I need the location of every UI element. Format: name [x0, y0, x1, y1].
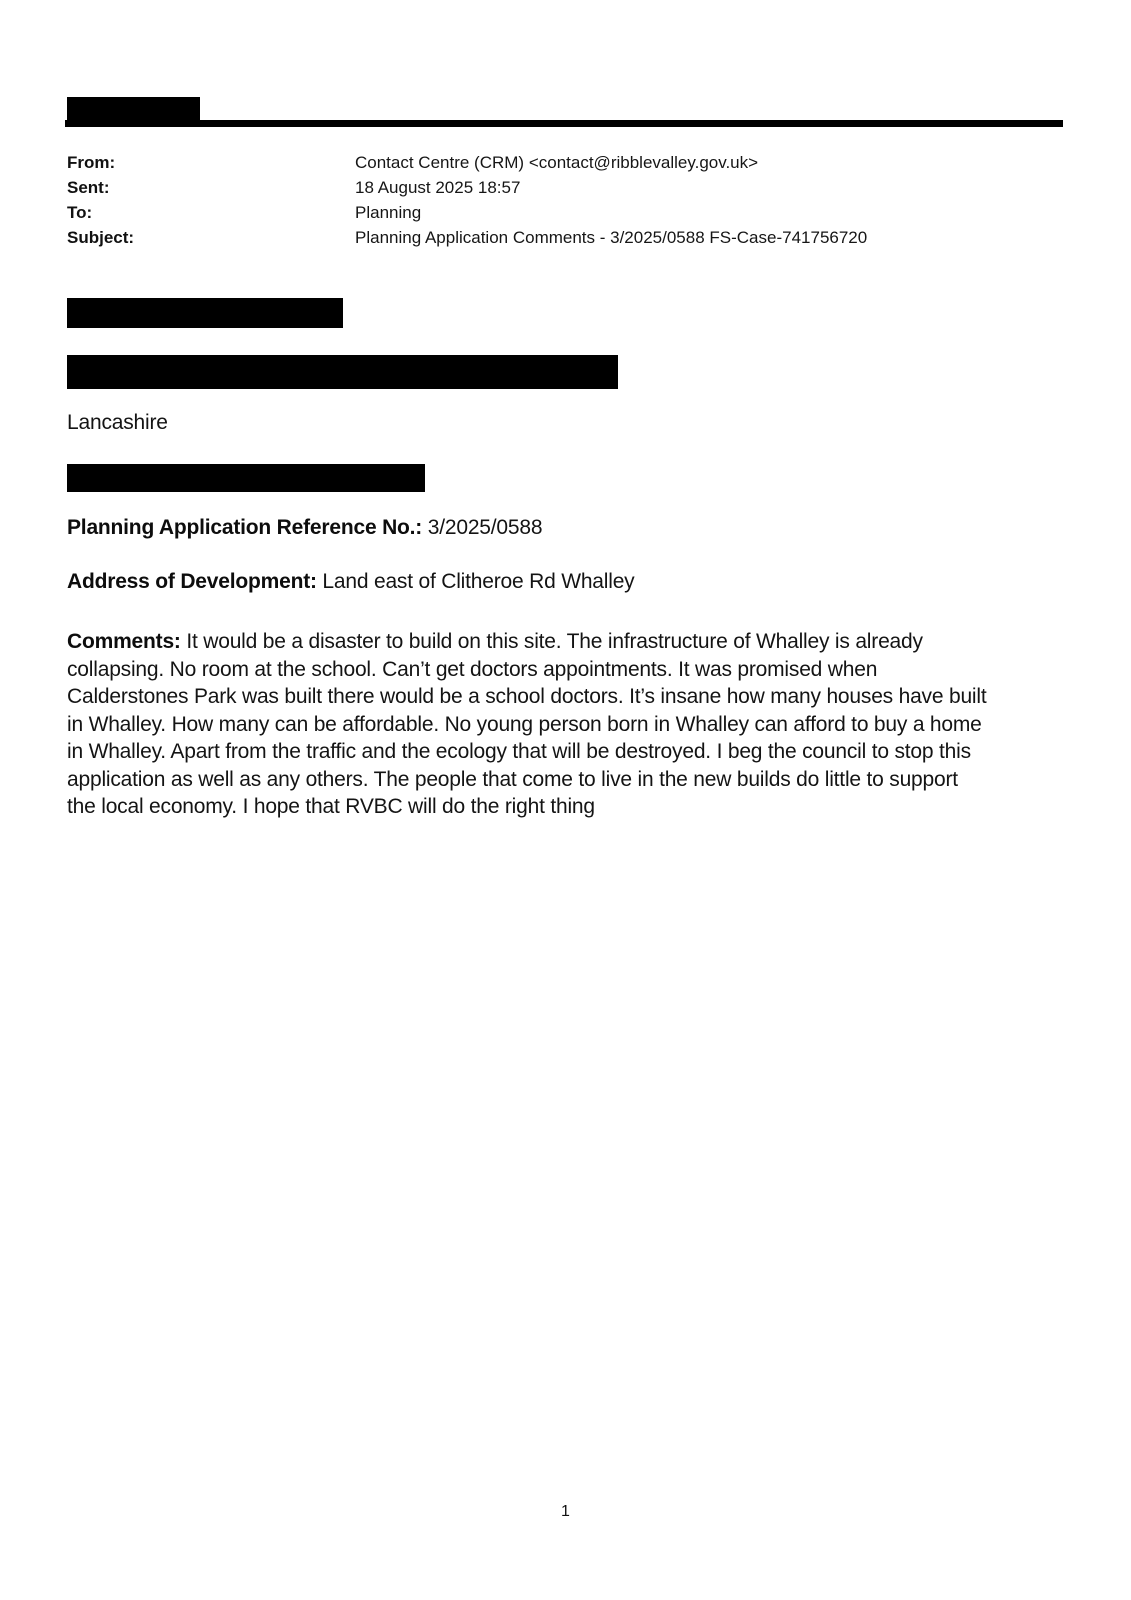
redaction-bar-postcode — [67, 464, 425, 492]
planning-reference-line — [67, 516, 542, 540]
redaction-bar-address — [67, 355, 618, 389]
subject-value: Planning Application Comments - 3/2025/0588 FS-Case-741756720 — [355, 228, 868, 247]
header-field-sent — [67, 175, 1057, 200]
development-address-value: Land east of Clitheroe Rd Whalley — [316, 570, 635, 593]
comments-line: in Whalley. How many can be affordable. No young person born in Whalley can afford to buy a home — [67, 712, 982, 736]
from-label: From: — [67, 153, 116, 172]
page-number: 1 — [561, 1503, 570, 1520]
comments-line — [67, 628, 1077, 656]
county-text: Lancashire — [67, 411, 168, 434]
planning-reference-value: 3/2025/0588 — [422, 516, 543, 539]
comments-text: It would be a disaster to build on this site. The infrastructure of Whalley is already — [180, 630, 923, 653]
comments-line: application as well as any others. The people that come to live in the new builds do little to support — [67, 767, 958, 791]
redaction-bar-name — [67, 298, 343, 328]
header-field-to — [67, 200, 1057, 225]
development-address-line — [67, 570, 635, 594]
comments-line: the local economy. I hope that RVBC will do the right thing — [67, 795, 595, 818]
header-divider-rule — [65, 120, 1063, 127]
comments-paragraph — [67, 628, 1077, 821]
header-field-subject — [67, 225, 1057, 250]
comments-line: in Whalley. Apart from the traffic and the ecology that will be destroyed. I beg the council to stop this — [67, 740, 971, 763]
comments-label: Comments: — [67, 630, 181, 653]
to-label: To: — [67, 203, 93, 222]
from-value: Contact Centre (CRM) <contact@ribblevalley.gov.uk> — [355, 153, 759, 172]
comments-line: collapsing. No room at the school. Can’t get doctors appointments. It was promised when — [67, 657, 878, 681]
planning-reference-label: Planning Application Reference No.: — [67, 516, 423, 539]
sent-value: 18 August 2025 18:57 — [355, 178, 521, 197]
to-value: Planning — [355, 203, 422, 222]
header-field-from — [67, 150, 1057, 175]
subject-label: Subject: — [67, 228, 135, 247]
sent-label: Sent: — [67, 178, 110, 197]
email-header — [67, 150, 1057, 250]
comments-line: Calderstones Park was built there would be a school doctors. It’s insane how many houses have built — [67, 685, 987, 708]
development-address-label: Address of Development: — [67, 570, 317, 593]
